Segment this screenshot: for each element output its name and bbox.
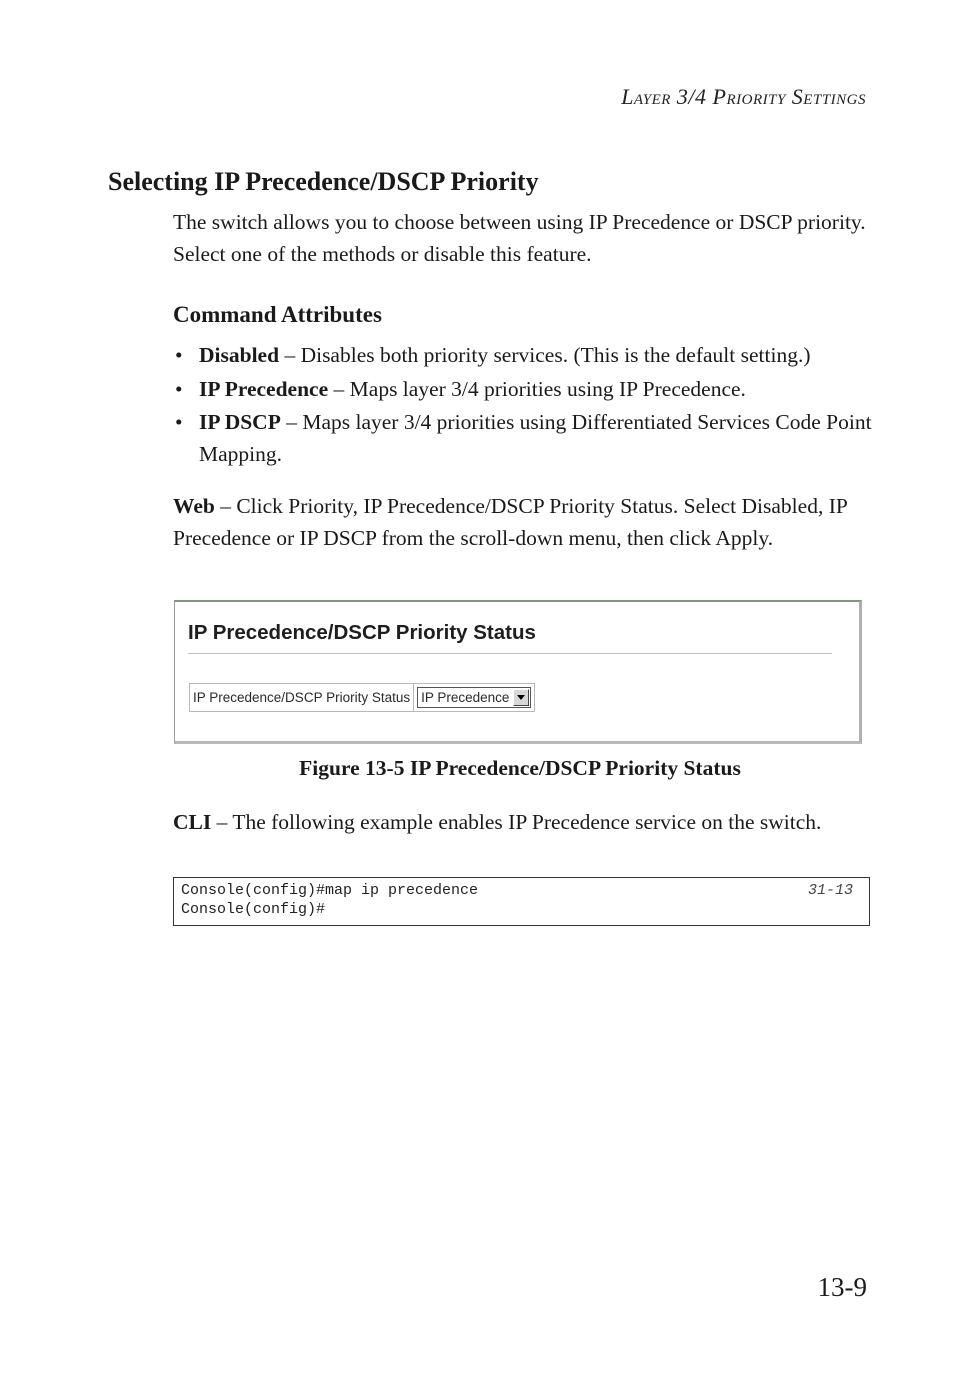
command-attributes-list	[173, 340, 873, 472]
attribute-term: IP Precedence	[199, 376, 329, 401]
cli-code-block	[173, 877, 870, 926]
priority-status-select-value: IP Precedence	[421, 690, 510, 705]
page-number: 13-9	[817, 1272, 867, 1302]
cli-term: CLI	[173, 810, 212, 834]
list-item	[173, 407, 873, 470]
code-command: Console(config)#map ip precedence	[181, 882, 479, 899]
code-command: Console(config)#	[181, 901, 326, 918]
code-line	[181, 881, 853, 900]
code-reference: 31-13	[807, 882, 853, 899]
figure-caption: Figure 13-5 IP Precedence/DSCP Priority Status	[299, 756, 741, 780]
priority-status-label: IP Precedence/DSCP Priority Status	[190, 684, 414, 711]
attribute-term: Disabled	[199, 343, 280, 367]
command-attributes-heading: Command Attributes	[173, 302, 382, 327]
web-paragraph	[173, 491, 873, 554]
priority-status-select-cell	[414, 684, 534, 711]
figure-panel-title: IP Precedence/DSCP Priority Status	[188, 621, 536, 644]
list-item	[173, 374, 873, 406]
bullet-icon: •	[175, 410, 183, 434]
web-description: – Click Priority, IP Precedence/DSCP Priority Status. Select Disabled, IP Precedence or IP DSCP from the scroll-down menu, then click Apply.	[173, 494, 848, 550]
bullet-icon: •	[175, 376, 183, 401]
priority-status-select[interactable]	[417, 687, 531, 708]
web-term: Web	[173, 494, 215, 518]
attribute-description: – Maps layer 3/4 priorities using Differentiated Services Code Point Mapping.	[199, 410, 872, 466]
cli-description: – The following example enables IP Precedence service on the switch.	[211, 810, 822, 834]
figure-divider	[188, 653, 832, 654]
chevron-down-icon[interactable]	[513, 689, 529, 706]
priority-status-row	[189, 683, 535, 712]
cli-paragraph	[173, 807, 873, 839]
running-header: Layer 3/4 Priority Settings	[621, 84, 866, 109]
attribute-description: – Maps layer 3/4 priorities using IP Precedence.	[328, 376, 746, 401]
code-line	[181, 900, 853, 919]
list-item	[173, 340, 873, 372]
web-ui-figure	[174, 600, 862, 744]
intro-paragraph: The switch allows you to choose between using IP Precedence or DSCP priority. Select one of the methods or disable this feature.	[173, 210, 866, 266]
attribute-term: IP DSCP	[199, 410, 281, 434]
attribute-description: – Disables both priority services. (This is the default setting.)	[279, 343, 811, 367]
bullet-icon: •	[175, 343, 183, 367]
section-title: Selecting IP Precedence/DSCP Priority	[108, 167, 539, 196]
